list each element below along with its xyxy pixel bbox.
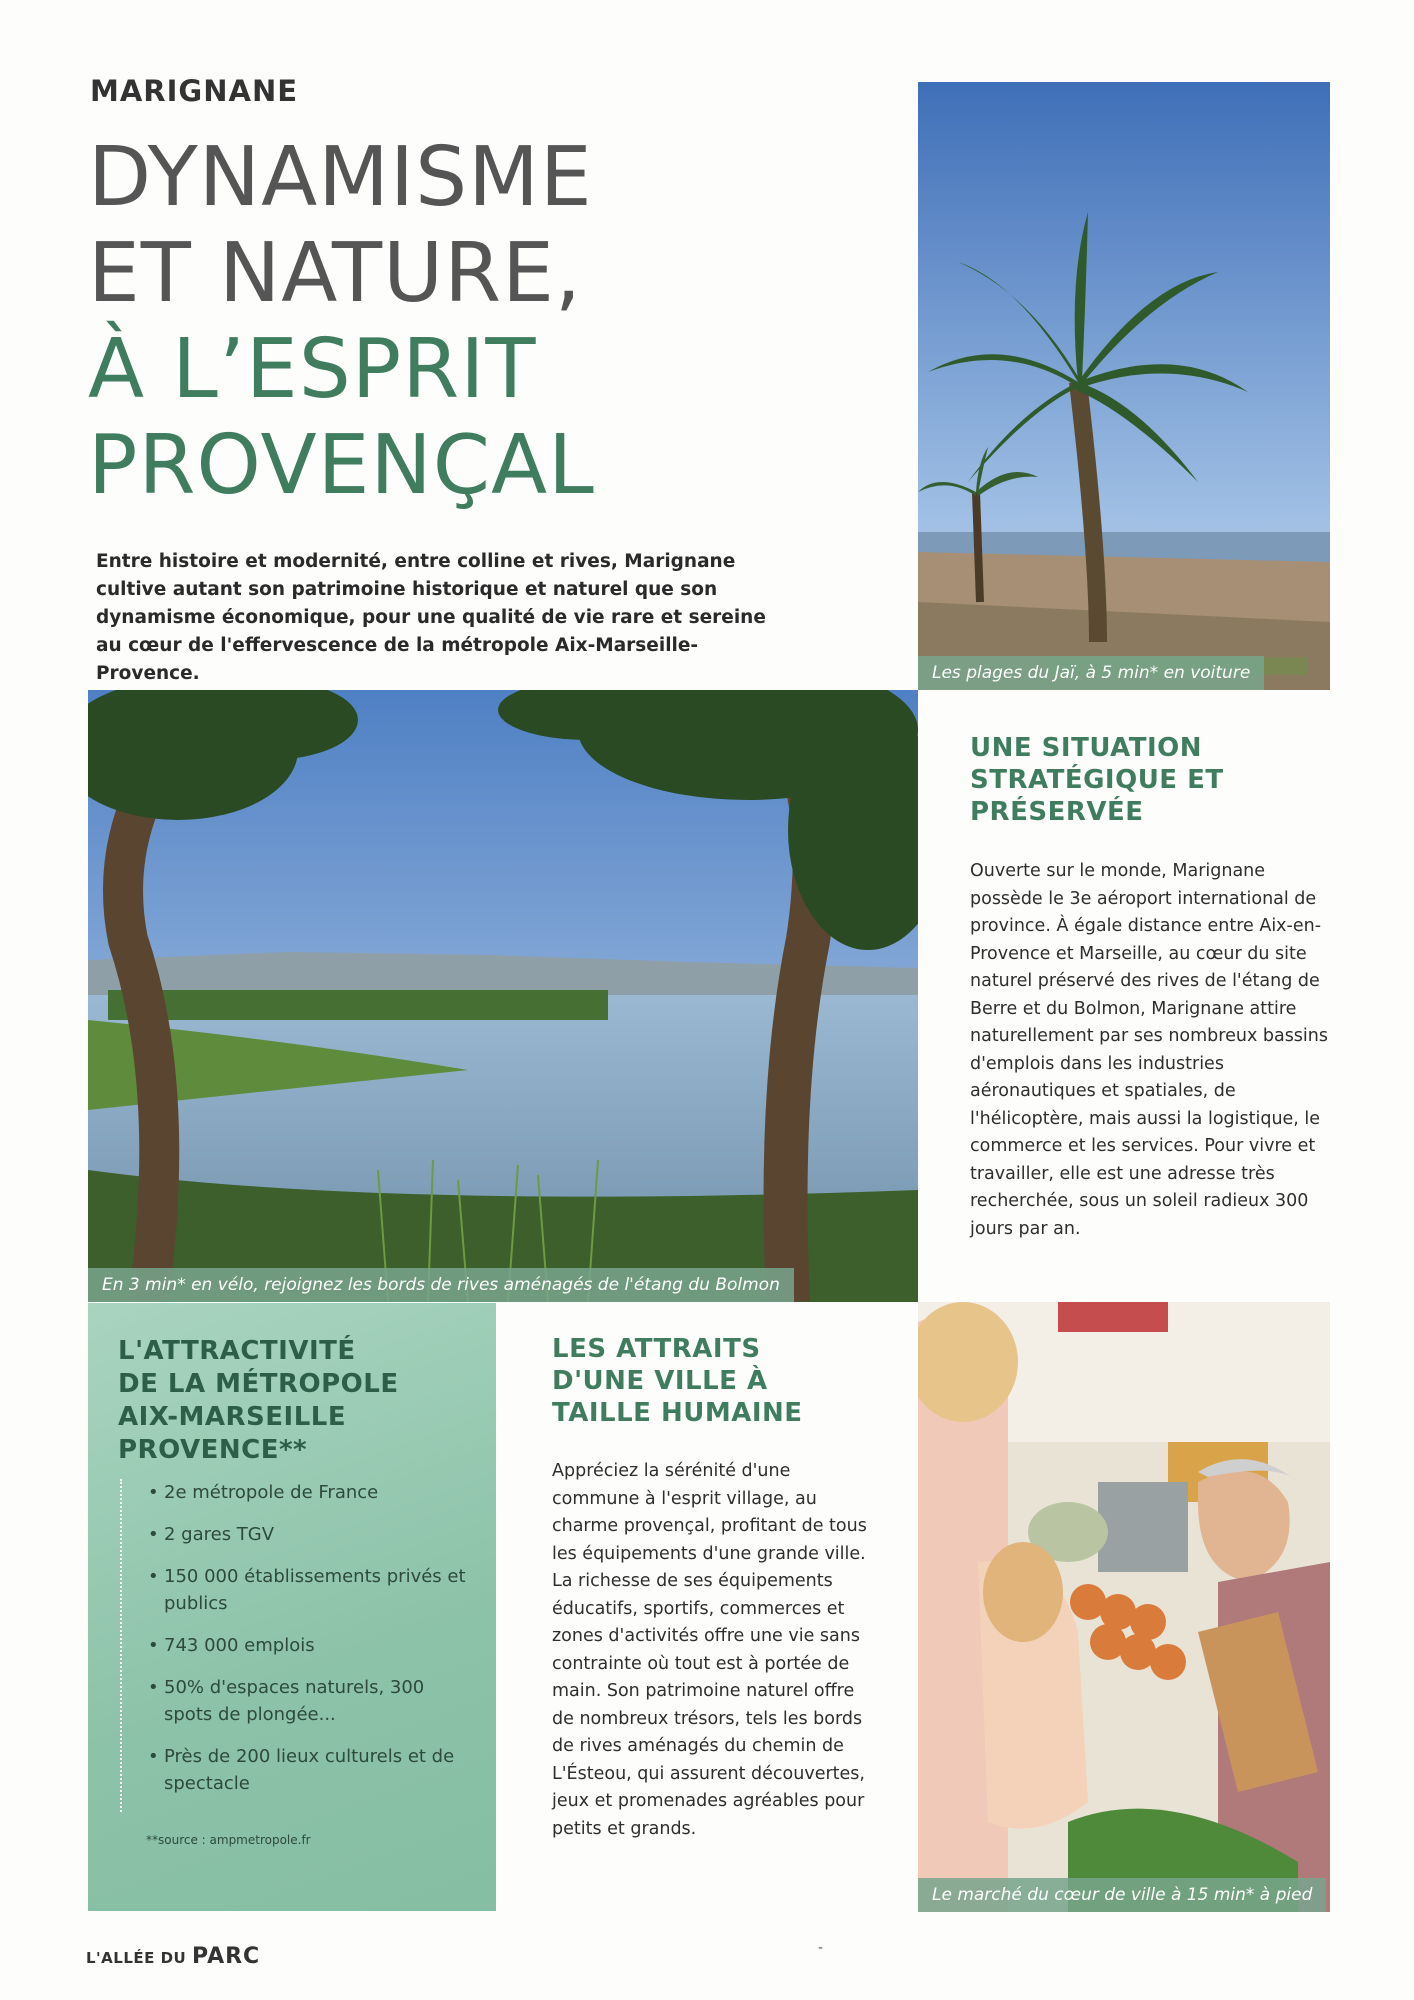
palm-beach-illustration — [918, 82, 1330, 690]
attraits-title — [552, 1333, 803, 1429]
headline-line-4: PROVENÇAL — [88, 418, 595, 513]
city-kicker: MARIGNANE — [90, 74, 299, 108]
metropole-title-line-1: L'ATTRACTIVITÉ — [118, 1336, 356, 1366]
situation-title-line-1: UNE SITUATION — [970, 733, 1203, 763]
fact-item: • 743 000 emplois — [148, 1632, 470, 1659]
market-illustration — [918, 1302, 1330, 1912]
metropole-title-line-2: DE LA MÉTROPOLE — [118, 1369, 399, 1399]
headline-line-2: ET NATURE, — [88, 226, 582, 321]
fact-item: • 50% d'espaces naturels, 300 spots de plongée... — [148, 1674, 470, 1728]
attraits-title-line-3: TAILLE HUMAINE — [552, 1398, 803, 1428]
footer-brand — [86, 1944, 260, 1969]
metropole-facts-box — [88, 1303, 496, 1911]
palm-beach-photo — [918, 82, 1330, 690]
market-photo — [918, 1302, 1330, 1912]
attraits-text: Appréciez la sérénité d'une commune à l'esprit village, au charme provençal, profitant de tous les équipements d'une grande ville. La richesse de ses équipements éducatifs, sportifs, commerces et zones d'activités offre une vie sans contrainte où tout est à portée de main. Son patrimoine naturel offre de nombreux trésors, tels les bords de rives aménagés du chemin de L'Ésteou, qui assurent découvertes, jeux et promenades agréables pour petits et grands. — [552, 1461, 867, 1839]
metropole-facts-list — [120, 1479, 470, 1812]
headline-line-1: DYNAMISME — [88, 130, 593, 225]
lake-photo — [88, 690, 918, 1302]
footer-mark: - — [818, 1940, 824, 1956]
metropole-source: **source : ampmetropole.fr — [146, 1833, 311, 1847]
page-headline — [88, 130, 648, 514]
market-photo-caption: Le marché du cœur de ville à 15 min* à pied — [918, 1878, 1326, 1912]
intro-paragraph: Entre histoire et modernité, entre colline et rives, Marignane cultive autant son patrimoine historique et naturel que son dynamisme économique, pour une qualité de vie rare et sereine au cœur de l'effervescence de la métropole Aix-Marseille-Provence. — [96, 551, 766, 684]
metropole-title-line-3: AIX-MARSEILLE — [118, 1402, 347, 1432]
fact-item: • 150 000 établissements privés et publics — [148, 1563, 470, 1617]
footer-brand-name: PARC — [191, 1944, 261, 1969]
fact-item: • 2e métropole de France — [148, 1479, 470, 1506]
metropole-title — [118, 1335, 399, 1467]
headline-line-3: À L’ESPRIT — [88, 322, 537, 417]
situation-title-line-3: PRÉSERVÉE — [970, 797, 1144, 827]
lake-photo-caption: En 3 min* en vélo, rejoignez les bords de rives aménagés de l'étang du Bolmon — [88, 1268, 794, 1302]
footer-prefix: L'ALLÉE DU — [86, 1949, 187, 1967]
situation-text: Ouverte sur le monde, Marignane possède le 3e aéroport international de province. À égale distance entre Aix-en-Provence et Marseille, au cœur du site naturel préservé des rives de l'étang de Berre et du Bolmon, Marignane attire naturellement par ses nombreux bassins d'emplois dans les industries aéronautiques et spatiales, de l'hélicoptère, mais aussi la logistique, le commerce et les services. Pour vivre et travailler, elle est une adresse très recherchée, sous un soleil radieux 300 jours par an. — [970, 861, 1328, 1239]
palm-photo-caption: Les plages du Jaï, à 5 min* en voiture — [918, 656, 1264, 690]
attraits-title-line-1: LES ATTRAITS — [552, 1334, 761, 1364]
situation-title — [970, 732, 1224, 828]
fact-item: • Près de 200 lieux culturels et de spectacle — [148, 1743, 470, 1797]
attraits-title-line-2: D'UNE VILLE À — [552, 1366, 768, 1396]
metropole-title-line-4: PROVENCE** — [118, 1435, 308, 1465]
fact-item: • 2 gares TGV — [148, 1521, 470, 1548]
situation-title-line-2: STRATÉGIQUE ET — [970, 765, 1224, 795]
lake-illustration — [88, 690, 918, 1302]
